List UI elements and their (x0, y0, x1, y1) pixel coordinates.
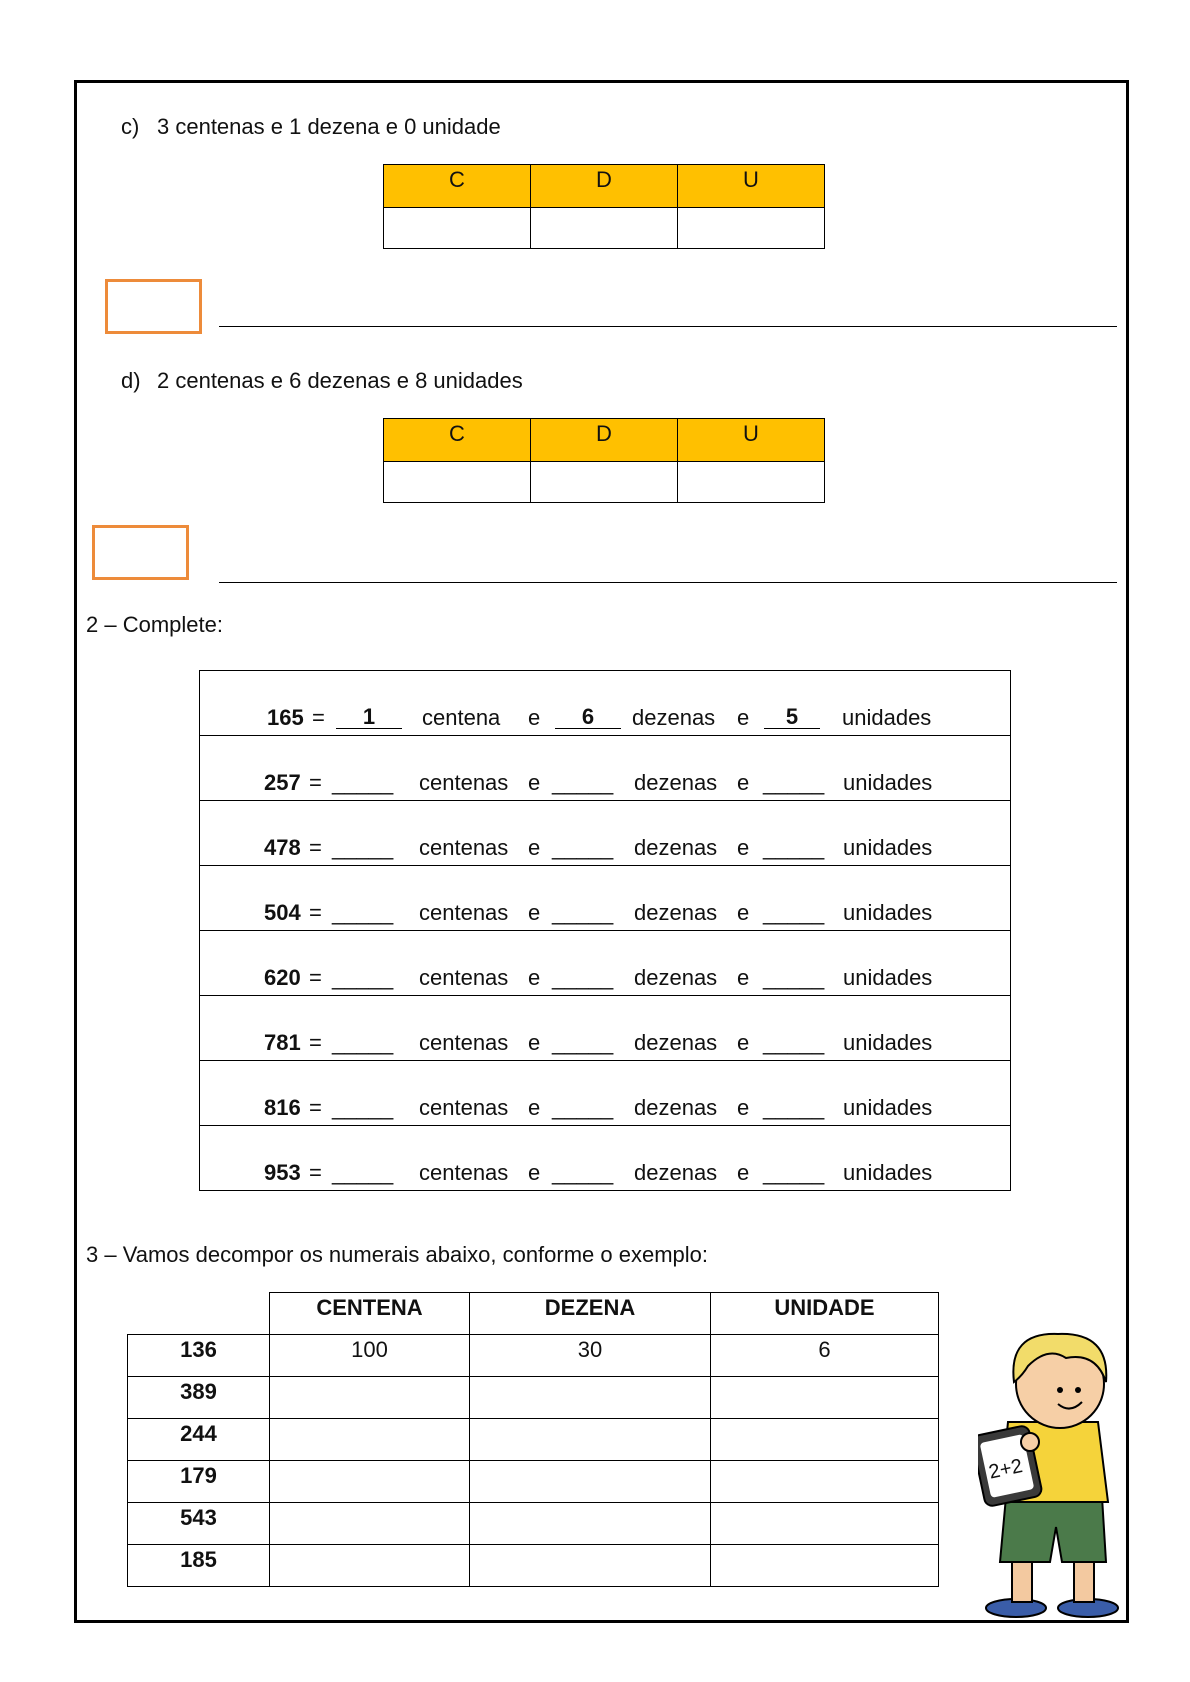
cdu-cell-d[interactable] (531, 462, 678, 503)
unidade-cell[interactable] (711, 1461, 939, 1503)
decompose-row (128, 1335, 939, 1377)
dezena-cell[interactable] (470, 1377, 711, 1419)
equals: = (309, 1160, 322, 1185)
hundreds-blank[interactable]: _____ (332, 770, 394, 795)
centena-cell[interactable]: 100 (270, 1335, 470, 1377)
corner-blank (128, 1293, 270, 1335)
hundreds-blank[interactable]: _____ (332, 1030, 394, 1055)
word-e: e (737, 965, 750, 990)
cdu-header-c: C (384, 165, 531, 208)
equals: = (309, 770, 322, 795)
centena-cell[interactable] (270, 1377, 470, 1419)
tens-blank[interactable]: _____ (552, 900, 614, 925)
word-centenas: centenas (419, 1030, 509, 1055)
tens-answer: 6 (555, 706, 621, 729)
word-unidades: unidades (843, 965, 933, 990)
word-e: e (737, 1160, 750, 1185)
equals: = (309, 835, 322, 860)
decompose-row (128, 1503, 939, 1545)
number: 257 (264, 770, 301, 795)
header-dezena: DEZENA (470, 1293, 711, 1335)
unidade-cell[interactable] (711, 1419, 939, 1461)
answer-box-c[interactable] (105, 279, 202, 334)
number: 781 (264, 1030, 301, 1055)
word-dezenas: dezenas (634, 770, 718, 795)
word-centena: centena (422, 705, 501, 730)
word-e: e (737, 835, 750, 860)
units-blank[interactable]: _____ (763, 1095, 825, 1120)
cdu-cell-u[interactable] (678, 462, 825, 503)
units-answer: 5 (764, 706, 820, 729)
word-centenas: centenas (419, 1095, 509, 1120)
number: 478 (264, 835, 301, 860)
row-number: 179 (128, 1461, 270, 1503)
word-e: e (528, 770, 541, 795)
tablet-text: 2+2 (986, 1455, 1025, 1484)
unidade-cell[interactable] (711, 1545, 939, 1587)
cdu-header-u: U (678, 165, 825, 208)
units-blank[interactable]: _____ (763, 900, 825, 925)
unidade-cell[interactable] (711, 1377, 939, 1419)
row-number: 136 (128, 1335, 270, 1377)
cdu-table-c (383, 164, 825, 249)
boy-illustration (978, 1322, 1130, 1620)
word-unidades: unidades (843, 1095, 933, 1120)
word-dezenas: dezenas (634, 1095, 718, 1120)
word-centenas: centenas (419, 770, 509, 795)
number: 816 (264, 1095, 301, 1120)
complete-row (200, 1061, 1010, 1126)
word-unidades: unidades (842, 705, 932, 730)
dezena-cell[interactable] (470, 1419, 711, 1461)
header-unidade: UNIDADE (711, 1293, 939, 1335)
word-e: e (528, 965, 541, 990)
complete-row (200, 736, 1010, 801)
cdu-cell-c[interactable] (384, 462, 531, 503)
number: 165 (267, 705, 304, 730)
dezena-cell[interactable] (470, 1545, 711, 1587)
number: 953 (264, 1160, 301, 1185)
cdu-header-c: C (384, 419, 531, 462)
equals: = (309, 965, 322, 990)
word-e: e (528, 835, 541, 860)
centena-cell[interactable] (270, 1419, 470, 1461)
decompose-row (128, 1377, 939, 1419)
word-e: e (737, 1095, 750, 1120)
word-centenas: centenas (419, 965, 509, 990)
word-e: e (528, 1095, 541, 1120)
decompose-table (127, 1292, 939, 1587)
complete-row (200, 866, 1010, 931)
equals: = (309, 1030, 322, 1055)
complete-row (200, 996, 1010, 1061)
equals: = (312, 705, 325, 730)
word-e: e (528, 1160, 541, 1185)
item-d-text: 2 centenas e 6 dezenas e 8 unidades (157, 368, 523, 393)
tens-blank[interactable]: _____ (552, 1030, 614, 1055)
row-number: 543 (128, 1503, 270, 1545)
item-d-label: d) (121, 368, 141, 393)
units-blank[interactable]: _____ (763, 770, 825, 795)
word-e: e (737, 770, 750, 795)
units-blank[interactable]: _____ (763, 1160, 825, 1185)
centena-cell[interactable] (270, 1461, 470, 1503)
decompose-row (128, 1545, 939, 1587)
word-dezenas: dezenas (634, 835, 718, 860)
equals: = (309, 1095, 322, 1120)
hundreds-blank[interactable]: _____ (332, 835, 394, 860)
cdu-cell-c[interactable] (384, 208, 531, 249)
word-unidades: unidades (843, 835, 933, 860)
word-dezenas: dezenas (632, 705, 716, 730)
unidade-cell[interactable]: 6 (711, 1335, 939, 1377)
row-number: 244 (128, 1419, 270, 1461)
word-e: e (737, 1030, 750, 1055)
cdu-header-u: U (678, 419, 825, 462)
word-dezenas: dezenas (634, 1160, 718, 1185)
dezena-cell[interactable] (470, 1503, 711, 1545)
cdu-table-d (383, 418, 825, 503)
hundreds-blank[interactable]: _____ (332, 1095, 394, 1120)
word-e: e (737, 705, 750, 730)
complete-table (199, 670, 1011, 1191)
hundreds-blank[interactable]: _____ (332, 900, 394, 925)
complete-row-example (200, 671, 1010, 736)
cdu-cell-d[interactable] (531, 208, 678, 249)
hundreds-blank[interactable]: _____ (332, 1160, 394, 1185)
number: 620 (264, 965, 301, 990)
word-unidades: unidades (843, 1030, 933, 1055)
word-centenas: centenas (419, 1160, 509, 1185)
decompose-row (128, 1461, 939, 1503)
tens-blank[interactable]: _____ (552, 1095, 614, 1120)
word-e: e (528, 705, 541, 730)
tens-blank[interactable]: _____ (552, 1160, 614, 1185)
word-unidades: unidades (843, 1160, 933, 1185)
word-centenas: centenas (419, 835, 509, 860)
row-number: 389 (128, 1377, 270, 1419)
word-e: e (528, 900, 541, 925)
tens-blank[interactable]: _____ (552, 835, 614, 860)
cdu-cell-u[interactable] (678, 208, 825, 249)
equals: = (309, 900, 322, 925)
units-blank[interactable]: _____ (763, 965, 825, 990)
complete-row (200, 1126, 1010, 1190)
word-e: e (737, 900, 750, 925)
units-blank[interactable]: _____ (763, 835, 825, 860)
word-unidades: unidades (843, 770, 933, 795)
answer-line-c[interactable] (219, 326, 1117, 327)
word-dezenas: dezenas (634, 965, 718, 990)
complete-row (200, 931, 1010, 996)
row-number: 185 (128, 1545, 270, 1587)
item-c-label: c) (121, 114, 140, 139)
units-blank[interactable]: _____ (763, 1030, 825, 1055)
cdu-header-d: D (531, 165, 678, 208)
word-centenas: centenas (419, 900, 509, 925)
centena-cell[interactable] (270, 1503, 470, 1545)
answer-line-d[interactable] (219, 582, 1117, 583)
dezena-cell[interactable] (470, 1461, 711, 1503)
hundreds-blank[interactable]: _____ (332, 965, 394, 990)
complete-row (200, 801, 1010, 866)
dezena-cell[interactable]: 30 (470, 1335, 711, 1377)
tens-blank[interactable]: _____ (552, 770, 614, 795)
section-2-title: 2 – Complete: (86, 612, 223, 637)
hundreds-answer: 1 (336, 706, 402, 729)
centena-cell[interactable] (270, 1545, 470, 1587)
word-unidades: unidades (843, 900, 933, 925)
answer-box-d[interactable] (92, 525, 189, 580)
word-dezenas: dezenas (634, 1030, 718, 1055)
cdu-header-d: D (531, 419, 678, 462)
section-3-title: 3 – Vamos decompor os numerais abaixo, conforme o exemplo: (86, 1242, 709, 1267)
decompose-row (128, 1419, 939, 1461)
tens-blank[interactable]: _____ (552, 965, 614, 990)
word-e: e (528, 1030, 541, 1055)
number: 504 (264, 900, 301, 925)
unidade-cell[interactable] (711, 1503, 939, 1545)
item-c-text: 3 centenas e 1 dezena e 0 unidade (157, 114, 501, 139)
header-centena: CENTENA (270, 1293, 470, 1335)
word-dezenas: dezenas (634, 900, 718, 925)
